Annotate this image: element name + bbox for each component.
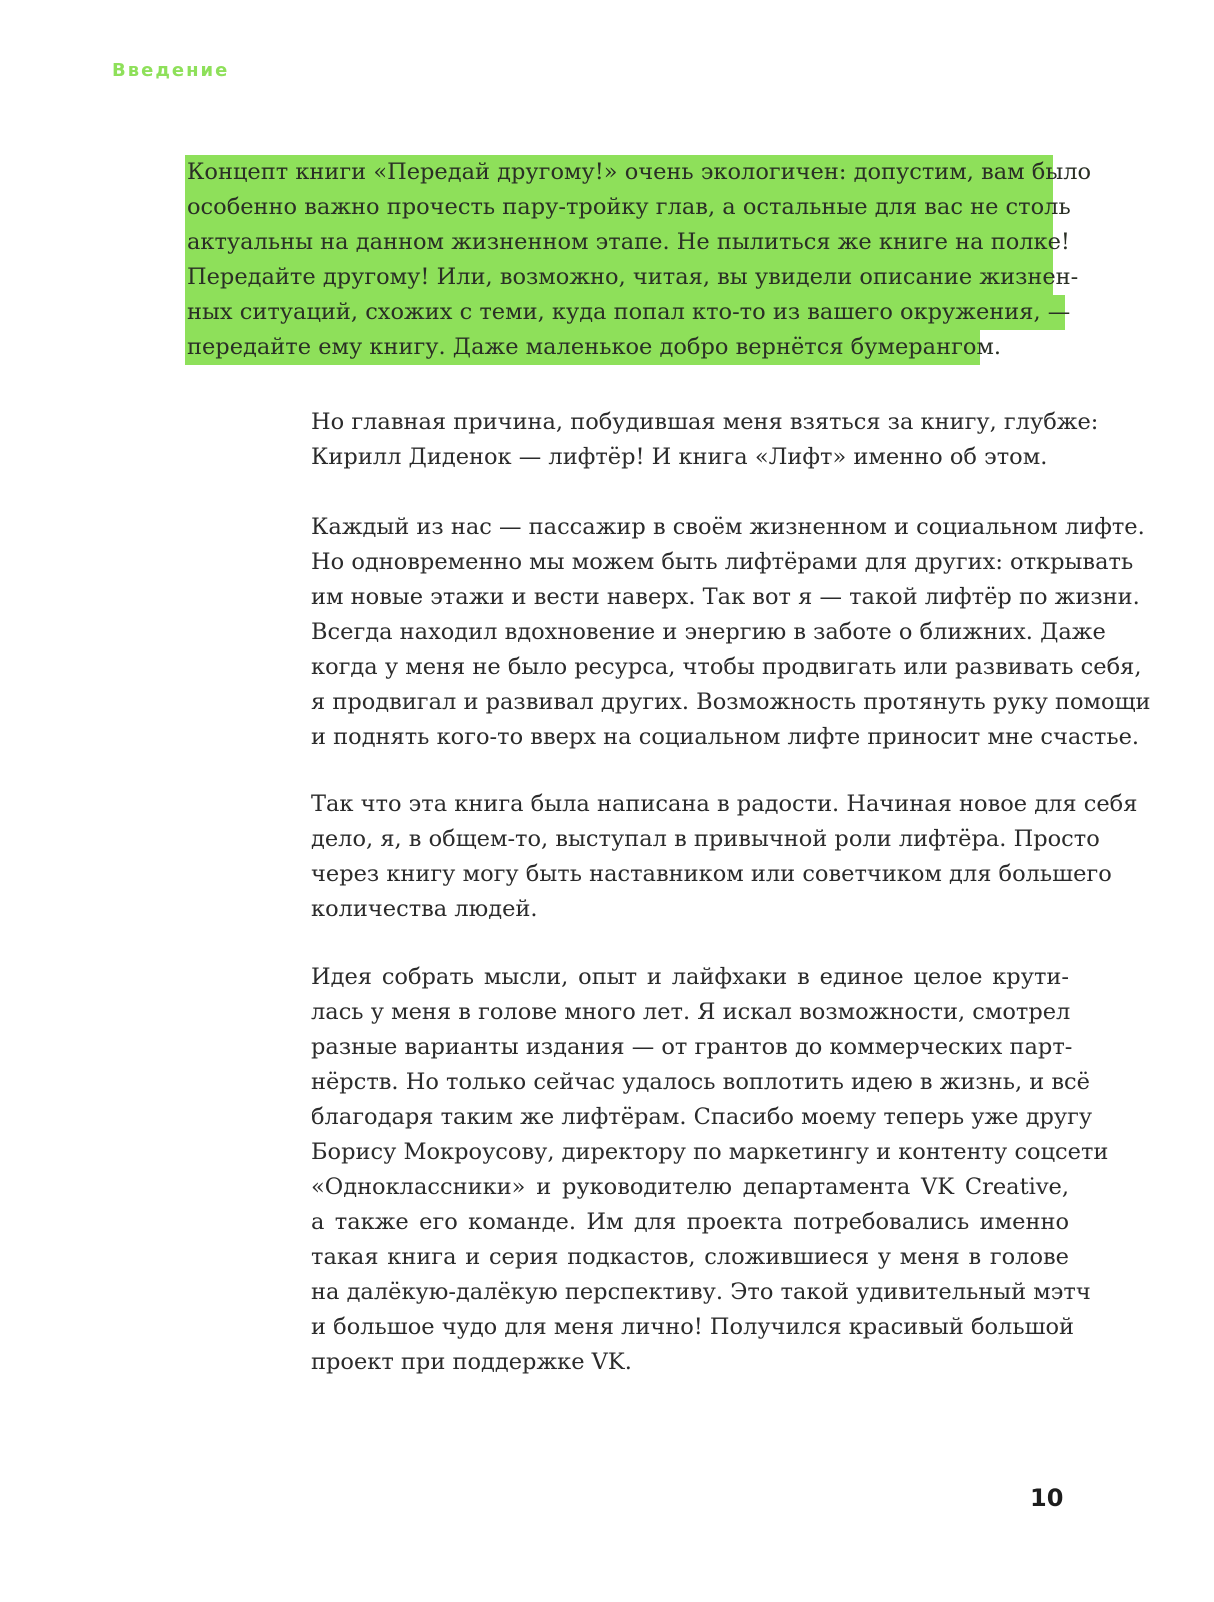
highlighted-line: особенно важно прочесть пару-тройку глав, а остальные для вас не столь [185,190,1053,225]
highlighted-line: актуальны на данном жизненном этапе. Не пылиться же книге на полке! [185,225,1053,260]
text-line: когда у меня не было ресурса, чтобы продвигать или развивать себя, [311,654,1142,680]
text-line: Борису Мокроусову, директору по маркетингу и контенту соцсети [311,1139,1109,1165]
text-line: такая книга и серия подкастов, сложившиеся у меня в голове [311,1244,1069,1270]
text-line: через книгу могу быть наставником или советчиком для большего [311,861,1112,887]
text-line: я продвигал и развивал других. Возможность протянуть руку помощи [311,689,1151,715]
text-line: Так что эта книга была написана в радости. Начиная новое для себя [311,791,1138,817]
highlighted-line: ных ситуаций, схожих с теми, куда попал кто-то из вашего окружения, — [185,295,1065,330]
highlighted-line: передайте ему книгу. Даже маленькое добро вернётся бумерангом. [185,330,980,365]
highlighted-paragraph [185,155,1092,365]
text-line: Идея собрать мысли, опыт и лайфхаки в единое целое крути- [311,964,1069,990]
text-line: благодаря таким же лифтёрам. Спасибо моему теперь уже другу [311,1104,1093,1130]
body-paragraph [311,405,1099,475]
text-line: нёрств. Но только сейчас удалось воплотить идею в жизнь, и всё [311,1069,1090,1095]
text-line: и поднять кого-то вверх на социальном лифте приносит мне счастье. [311,724,1140,750]
body-paragraph [311,510,1151,755]
body-paragraph [311,787,1138,927]
text-line: проект при поддержке VK. [311,1349,632,1375]
text-line: лась у меня в голове много лет. Я искал возможности, смотрел [311,999,1071,1025]
body-paragraph [311,960,1109,1380]
text-line: Всегда находил вдохновение и энергию в заботе о ближних. Даже [311,619,1106,645]
text-line: «Одноклассники» и руководителю департамента VK Creative, [311,1174,1069,1200]
text-line: дело, я, в общем-то, выступал в привычной роли лифтёра. Просто [311,826,1100,852]
text-line: на далёкую-далёкую перспективу. Это такой удивительный мэтч [311,1279,1091,1305]
highlighted-line: Передайте другому! Или, возможно, читая, вы увидели описание жизнен- [185,260,1053,295]
text-line: и большое чудо для меня лично! Получился красивый большой [311,1314,1075,1340]
text-line: Но главная причина, побудившая меня взяться за книгу, глубже: [311,409,1099,435]
text-line: им новые этажи и вести наверх. Так вот я — такой лифтёр по жизни. [311,584,1140,610]
text-line: количества людей. [311,896,538,922]
highlighted-line: Концепт книги «Передай другому!» очень экологичен: допустим, вам было [185,155,1053,190]
text-line: Каждый из нас — пассажир в своём жизненном и социальном лифте. [311,514,1145,540]
page-number: 10 [1030,1484,1064,1512]
text-line: Но одновременно мы можем быть лифтёрами для других: открывать [311,549,1134,575]
section-label: Введение [112,60,230,81]
text-line: а также его команде. Им для проекта потребовались именно [311,1209,1069,1235]
text-line: разные варианты издания — от грантов до коммерческих парт- [311,1034,1073,1060]
text-line: Кирилл Диденок — лифтёр! И книга «Лифт» именно об этом. [311,444,1048,470]
